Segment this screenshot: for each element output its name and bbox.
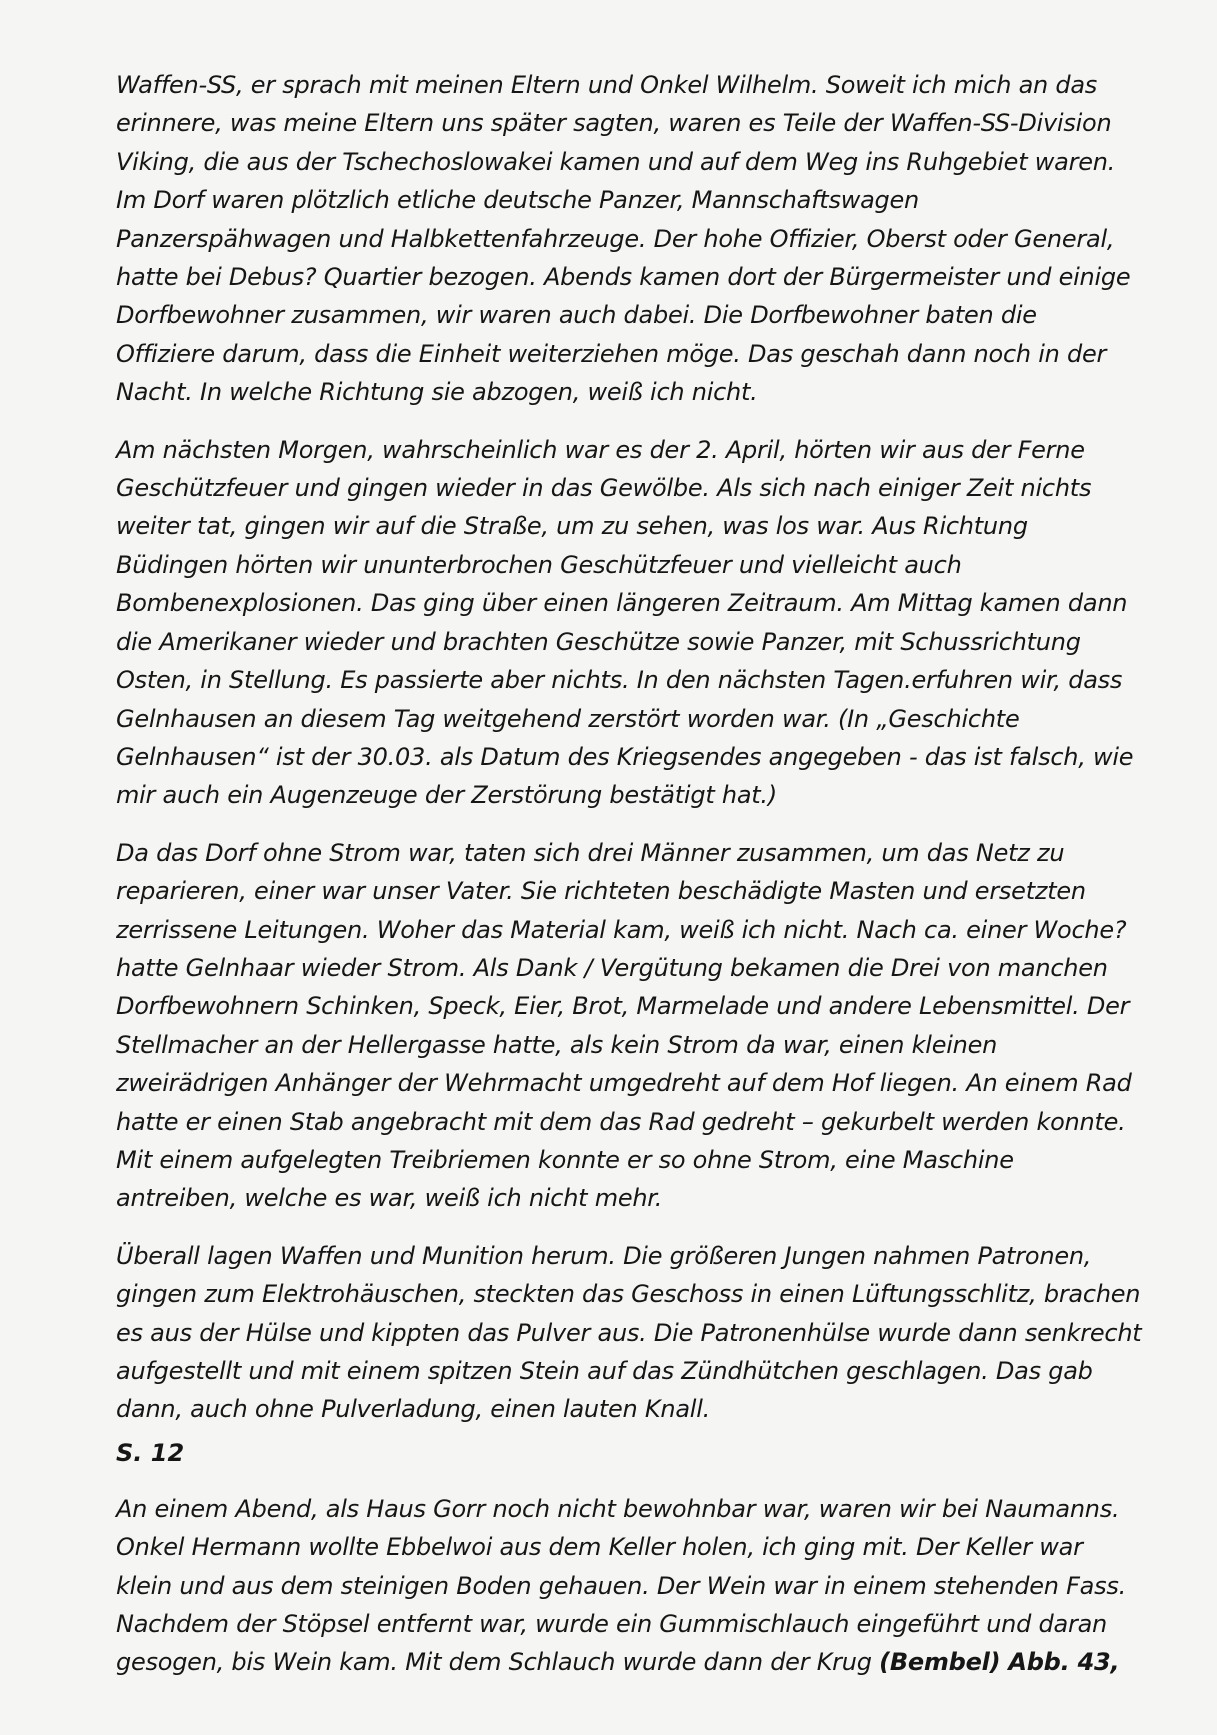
paragraph-3 xyxy=(116,834,1132,1218)
text-line: Im Dorf waren plötzlich etliche deutsche Panzer, Mannschaftswagen xyxy=(116,186,919,215)
text-line: Onkel Hermann wollte Ebbelwoi aus dem Keller holen, ich ging mit. Der Keller war xyxy=(116,1533,1083,1562)
text-line: Waffen-SS, er sprach mit meinen Eltern und Onkel Wilhelm. Soweit ich mich an das xyxy=(116,71,1098,99)
text-line: aufgestellt und mit einem spitzen Stein auf das Zündhütchen geschlagen. Das gab xyxy=(116,1357,1093,1385)
text-line: mir auch ein Augenzeuge der Zerstörung bestätigt hat.) xyxy=(116,781,777,810)
text-line: Gelnhausen an diesem Tag weitgehend zerstört worden war. (In „Geschichte xyxy=(116,704,1020,733)
text-line: die Amerikaner wieder und brachten Geschütze sowie Panzer, mit Schussrichtung xyxy=(116,627,1081,656)
text-line: Da das Dorf ohne Strom war, taten sich drei Männer zusammen, um das Netz zu xyxy=(116,838,1065,867)
text-line: Nacht. In welche Richtung sie abzogen, weiß ich nicht. xyxy=(116,378,758,407)
text-line: Gelnhausen“ ist der 30.03. als Datum des Kriegsendes angegeben - das ist falsch, wie xyxy=(116,742,1134,771)
document-body xyxy=(116,66,1142,1701)
text-line: Am nächsten Morgen, wahrscheinlich war es der 2. April, hörten wir aus der Ferne xyxy=(116,435,1085,464)
text-line: An einem Abend, als Haus Gorr noch nicht bewohnbar war, waren wir bei Naumanns. xyxy=(116,1494,1120,1523)
page-reference: S. 12 xyxy=(116,1438,185,1467)
text-line: hatte er einen Stab angebracht mit dem das Rad gedreht – gekurbelt werden konnte. xyxy=(116,1107,1126,1136)
text-line: Viking, die aus der Tschechoslowakei kamen und auf dem Weg ins Ruhgebiet waren. xyxy=(116,147,1116,176)
text-line: Panzerspähwagen und Halbkettenfahrzeuge. Der hohe Offizier, Oberst oder General, xyxy=(116,224,1115,253)
text-line: Offiziere darum, dass die Einheit weiterziehen möge. Das geschah dann noch in der xyxy=(116,339,1107,368)
text-line: Dorfbewohnern Schinken, Speck, Eier, Brot, Marmelade und andere Lebensmittel. Der xyxy=(116,992,1130,1021)
text-line: Mit einem aufgelegten Treibriemen konnte er so ohne Strom, eine Maschine xyxy=(116,1145,1014,1174)
text-line: Osten, in Stellung. Es passierte aber nichts. In den nächsten Tagen.erfuhren wir, dass xyxy=(116,666,1123,695)
text-line-plain: gesogen, bis Wein kam. Mit dem Schlauch wurde dann der Krug xyxy=(116,1648,880,1677)
text-line: Dorfbewohner zusammen, wir waren auch dabei. Die Dorfbewohner baten die xyxy=(116,301,1037,330)
paragraph-2 xyxy=(116,431,1134,815)
text-line: klein und aus dem steinigen Boden gehauen. Der Wein war in einem stehenden Fass. xyxy=(116,1571,1126,1600)
text-line: Bombenexplosionen. Das ging über einen längeren Zeitraum. Am Mittag kamen dann xyxy=(116,589,1128,618)
text-line: Nachdem der Stöpsel entfernt war, wurde ein Gummischlauch eingeführt und daran xyxy=(116,1610,1107,1639)
text-line: weiter tat, gingen wir auf die Straße, um zu sehen, was los war. Aus Richtung xyxy=(116,512,1028,541)
text-line: Büdingen hörten wir ununterbrochen Geschützfeuer und vielleicht auch xyxy=(116,550,962,579)
text-line: Geschützfeuer und gingen wieder in das Gewölbe. Als sich nach einiger Zeit nichts xyxy=(116,474,1092,503)
text-line: erinnere, was meine Eltern uns später sagten, waren es Teile der Waffen-SS-Division xyxy=(116,109,1112,138)
paragraph-5 xyxy=(116,1490,1126,1682)
figure-reference: (Bembel) Abb. 43, xyxy=(879,1648,1120,1677)
text-line: antreiben, welche es war, weiß ich nicht mehr. xyxy=(116,1184,663,1213)
text-line: hatte bei Debus? Quartier bezogen. Abends kamen dort der Bürgermeister und einige xyxy=(116,263,1131,292)
text-line: reparieren, einer war unser Vater. Sie richteten beschädigte Masten und ersetzten xyxy=(116,877,1086,906)
text-line-final xyxy=(116,1643,1126,1681)
text-line: hatte Gelnhaar wieder Strom. Als Dank / Vergütung bekamen die Drei von manchen xyxy=(116,953,1108,982)
text-line: dann, auch ohne Pulverladung, einen lauten Knall. xyxy=(116,1395,711,1424)
text-line: Überall lagen Waffen und Munition herum. Die größeren Jungen nahmen Patronen, xyxy=(116,1241,1092,1270)
text-line: es aus der Hülse und kippten das Pulver aus. Die Patronenhülse wurde dann senkrecht xyxy=(116,1318,1142,1347)
paragraph-1 xyxy=(116,66,1131,412)
text-line: zerrissene Leitungen. Woher das Material kam, weiß ich nicht. Nach ca. einer Woche? xyxy=(116,915,1127,944)
paragraph-4 xyxy=(116,1237,1142,1429)
text-line: gingen zum Elektrohäuschen, steckten das Geschoss in einen Lüftungsschlitz, brachen xyxy=(116,1280,1141,1309)
text-line: zweirädrigen Anhänger der Wehrmacht umgedreht auf dem Hof liegen. An einem Rad xyxy=(116,1069,1132,1098)
text-line: Stellmacher an der Hellergasse hatte, als kein Strom da war, einen kleinen xyxy=(116,1030,998,1059)
